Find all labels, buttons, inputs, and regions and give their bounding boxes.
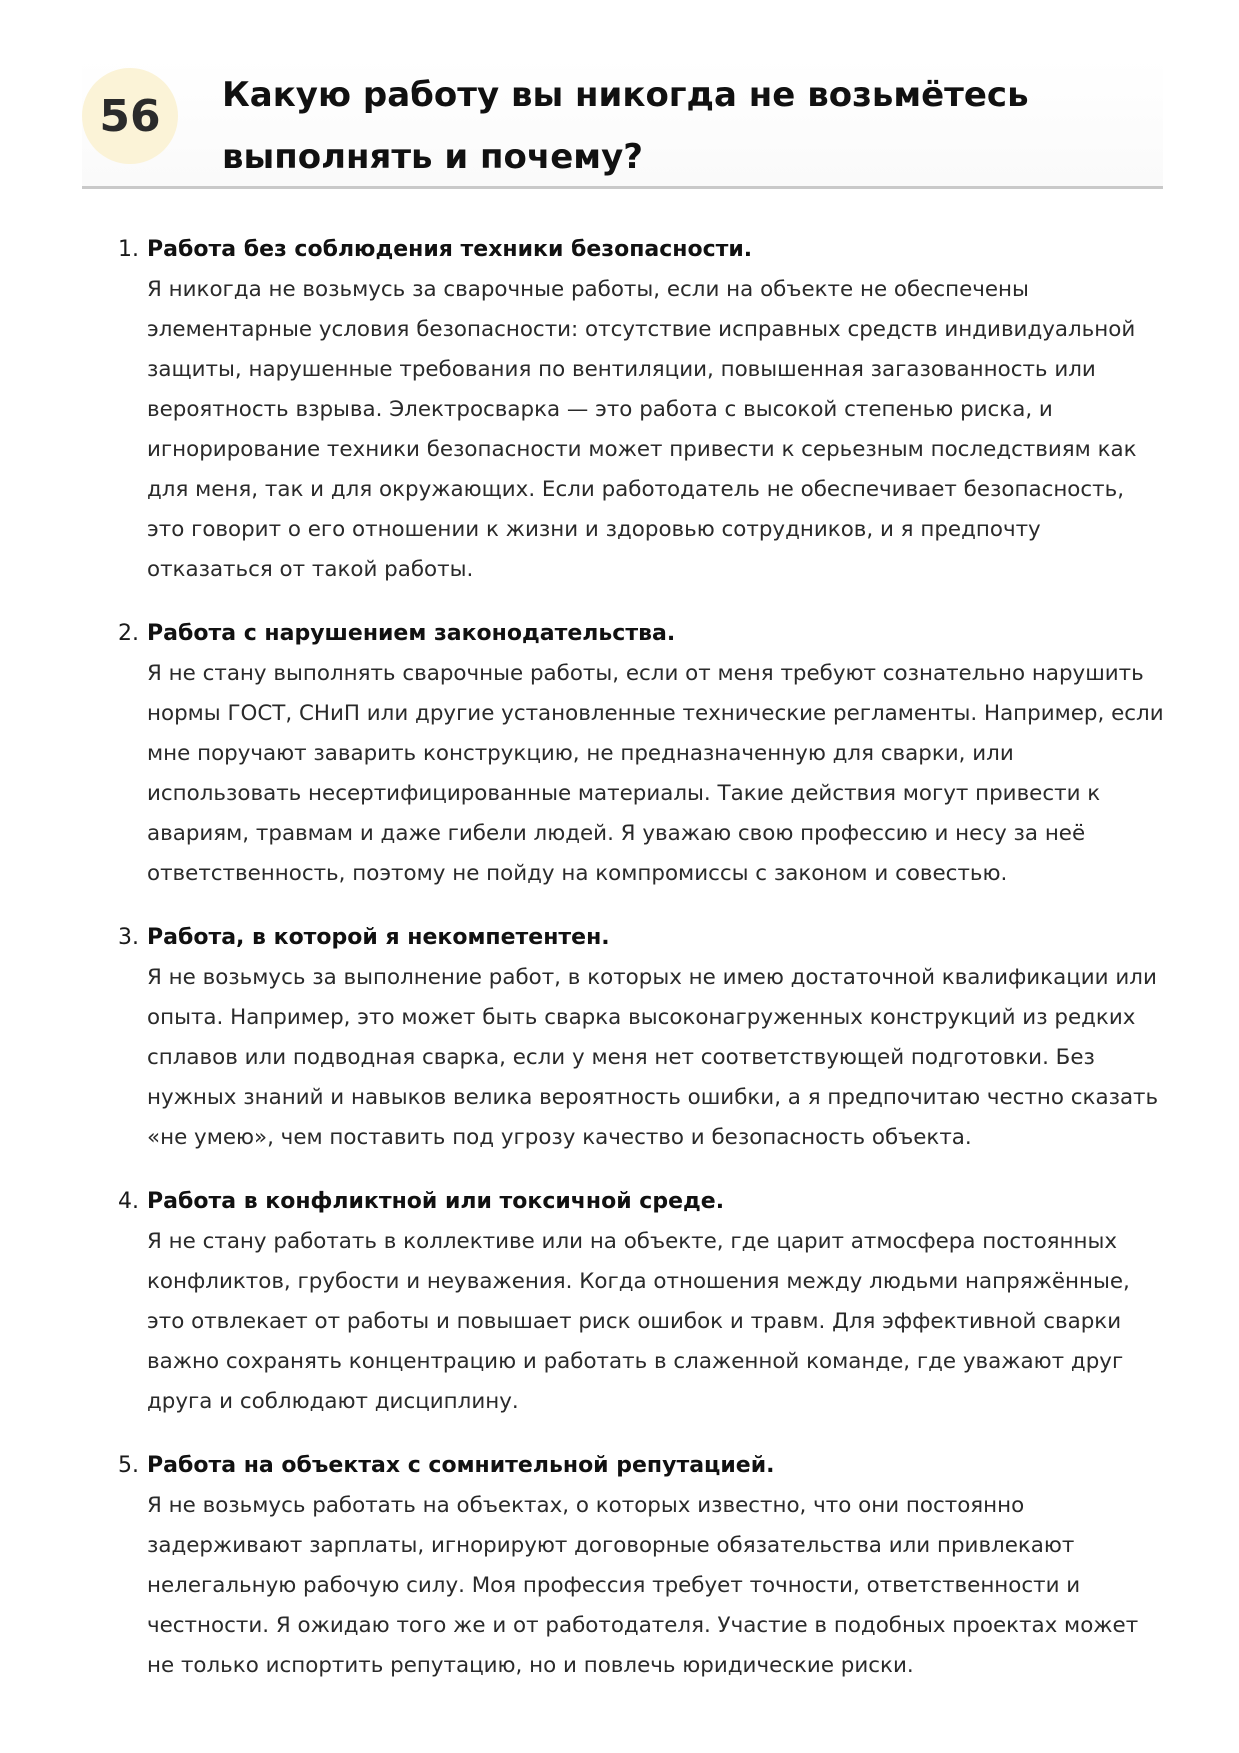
item-text: Я никогда не возьмусь за сварочные работы, если на объекте не обеспечены элементарные условия безопасности: отсутствие исправных средств индивидуальной защиты, нарушенные требования по вентиляции, повышенная загазованность или вероятность взрыва. Электросварка — это работа с высокой степенью риска, и игнорирование техники безопасности может привести к серьезным последствиям как для меня, так и для окружающих. Если работодатель не обеспечивает безопасность, это говорит о его отношении к жизни и здоровью сотрудников, и я предпочту отказаться от такой работы. <box>147 277 1137 582</box>
list-item <box>118 1182 1168 1422</box>
list-item <box>118 230 1168 590</box>
question-title: Какую работу вы никогда не возьмётесь выполнять и почему? <box>222 75 1029 177</box>
item-number: 1. <box>118 237 139 262</box>
page-header <box>82 58 1163 189</box>
item-number: 4. <box>118 1189 139 1214</box>
list-item <box>118 614 1168 894</box>
question-number-badge: 56 <box>82 68 178 164</box>
item-text: Я не возьмусь работать на объектах, о которых известно, что они постоянно задерживают зарплаты, игнорируют договорные обязательства или привлекают нелегальную рабочую силу. Моя профессия требует точности, ответственности и честности. Я ожидаю того же и от работодателя. Участие в подобных проектах может не только испортить репутацию, но и повлечь юридические риски. <box>147 1493 1139 1678</box>
list-item <box>118 1446 1168 1686</box>
item-text: Я не возьмусь за выполнение работ, в которых не имею достаточной квалификации или опыта. Например, это может быть сварка высоконагруженных конструкций из редких сплавов или подводная сварка, если у меня нет соответствующей подготовки. Без нужных знаний и навыков велика вероятность ошибки, а я предпочитаю честно сказать «не умею», чем поставить под угрозу качество и безопасность объекта. <box>147 965 1159 1150</box>
item-number: 2. <box>118 621 139 646</box>
item-number: 3. <box>118 925 139 950</box>
item-text: Я не стану выполнять сварочные работы, если от меня требуют сознательно нарушить нормы ГОСТ, СНиП или другие установленные технические регламенты. Например, если мне поручают заварить конструкцию, не предназначенную для сварки, или использовать несертифицированные материалы. Такие действия могут привести к авариям, травмам и даже гибели людей. Я уважаю свою профессию и несу за неё ответственность, поэтому не пойду на компромиссы с законом и совестью. <box>147 661 1164 886</box>
list-item <box>118 918 1168 1158</box>
item-number: 5. <box>118 1453 139 1478</box>
item-heading: Работа на объектах с сомнительной репутацией. <box>147 1453 775 1478</box>
item-heading: Работа, в которой я некомпетентен. <box>147 925 610 950</box>
item-heading: Работа с нарушением законодательства. <box>147 621 676 646</box>
item-heading: Работа в конфликтной или токсичной среде. <box>147 1189 725 1214</box>
item-text: Я не стану работать в коллективе или на объекте, где царит атмосфера постоянных конфликтов, грубости и неуважения. Когда отношения между людьми напряжённые, это отвлекает от работы и повышает риск ошибок и травм. Для эффективной сварки важно сохранять концентрацию и работать в слаженной команде, где уважают друг друга и соблюдают дисциплину. <box>147 1229 1130 1414</box>
item-heading: Работа без соблюдения техники безопасности. <box>147 237 753 262</box>
answer-list <box>118 230 1168 1710</box>
